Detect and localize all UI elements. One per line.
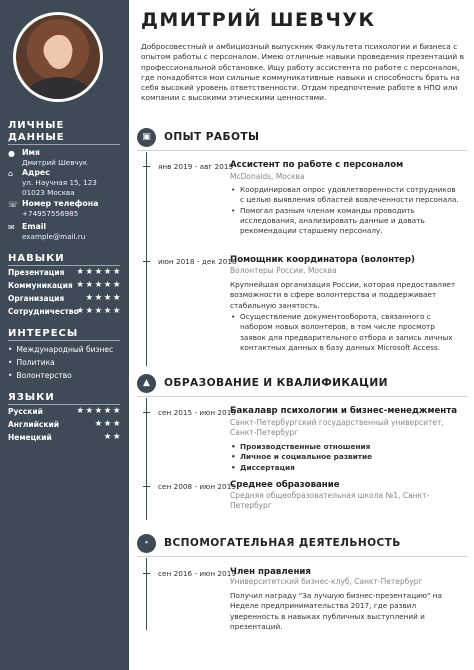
education-title: ОБРАЗОВАНИЕ И КВАЛИФИКАЦИИ bbox=[164, 377, 388, 389]
education-date: сен 2008 - июн 2015 bbox=[158, 482, 236, 491]
interest-item: • Политика bbox=[8, 358, 55, 367]
education-timeline bbox=[146, 398, 147, 520]
education-degree: Бакалавр психологии и бизнес-менеджмента bbox=[230, 406, 458, 416]
photo-shoulders bbox=[26, 77, 92, 102]
education-section-header bbox=[137, 374, 469, 394]
timeline-tick bbox=[143, 573, 150, 574]
bullet-item: • Помогал разным членам команды проводить исследования, анализировать данные и давать рекомендации старшему персоналу. bbox=[230, 206, 462, 237]
skill-name: Коммуникация bbox=[8, 281, 73, 290]
extra-description: Получил награду "За лучшую бизнес-презентацию" на Неделе предпринимательства 2017, где развил уверенность в навыках публичных выступлений и презентаций. bbox=[230, 591, 442, 631]
language-row bbox=[8, 406, 122, 418]
extra-title: ВСПОМОГАТЕЛЬНАЯ ДЕЯТЕЛЬНОСТЬ bbox=[164, 537, 401, 549]
contact-name-label: Имя bbox=[22, 148, 40, 157]
experience-date: июн 2018 - дек 2018 bbox=[158, 257, 237, 266]
star-rating-icon: ★★★ bbox=[94, 419, 122, 429]
bullet-item: • Координировал опрос удовлетворенности сотрудников с целью выявления областей вовлеченности персонала. bbox=[230, 185, 462, 206]
profile-summary: Добросовестный и амбициозный выпускник Факультета психологии и бизнеса с опытом работы с персоналом. Имею отличные навыки проведения презентаций в профессиональной обстановке. Ищу работу ассистента по работе с персоналом, где понадобятся мои сильные коммуникативные навыки и способность брать на себя высокий уровень ответственности. Отдам предпочтение работе в НПО или компании с высокими этическими ценностями. bbox=[141, 42, 464, 103]
education-rule bbox=[137, 396, 467, 397]
language-name: Английский bbox=[8, 420, 59, 429]
star-rating-icon: ★★★★★ bbox=[76, 406, 122, 416]
star-rating-icon: ★★★★ bbox=[85, 293, 122, 303]
skill-row bbox=[8, 293, 122, 305]
bullet-item: • Производственные отношения bbox=[230, 442, 462, 452]
graduation-cap-icon: ▲ bbox=[137, 374, 156, 393]
language-name: Русский bbox=[8, 407, 43, 416]
experience-date: янв 2019 - авг 2019 bbox=[158, 162, 234, 171]
education-degree: Среднее образование bbox=[230, 480, 340, 490]
languages-divider bbox=[8, 404, 120, 405]
languages-title: ЯЗЫКИ bbox=[8, 392, 55, 403]
extra-org: Университетский бизнес-клуб, Санкт-Петербург bbox=[230, 577, 423, 586]
personal-data-title: ЛИЧНЫЕ ДАННЫЕ bbox=[8, 120, 65, 143]
candidate-name: ДМИТРИЙ ШЕВЧУК bbox=[141, 9, 376, 31]
contact-phone-value: +74957556985 bbox=[22, 209, 79, 218]
profile-photo bbox=[13, 12, 103, 102]
extra-rule bbox=[137, 556, 467, 557]
skill-row bbox=[8, 280, 122, 292]
star-rating-icon: ★★★★★ bbox=[76, 267, 122, 277]
contact-name-value: Дмитрий Шевчук bbox=[22, 158, 88, 167]
photo-face bbox=[46, 35, 72, 69]
home-icon: ⌂ bbox=[8, 169, 14, 178]
experience-section-header bbox=[137, 128, 469, 148]
experience-org: McDonalds, Москва bbox=[230, 172, 305, 181]
skill-name: Организация bbox=[8, 294, 65, 303]
bullet-item: • Осуществление документооборота, связанного с набором новых волонтеров, в том числе просмотр заявок для предварительного отбора и запись личных контактных данных в базу данных Microsoft Access. bbox=[230, 312, 462, 353]
experience-title: ОПЫТ РАБОТЫ bbox=[164, 131, 260, 143]
bullet-item: • Личное и социальное развитие bbox=[230, 452, 462, 462]
extra-date: сен 2016 - июн 2019 bbox=[158, 569, 236, 578]
bullet-item: • Диссертация bbox=[230, 463, 462, 473]
interest-item: • Международный бизнес bbox=[8, 345, 113, 354]
education-org: Санкт-Петербургский государственный университет, Санкт-Петербург bbox=[230, 418, 444, 437]
star-rating-icon: ★★ bbox=[103, 432, 122, 442]
phone-icon: ☏ bbox=[8, 200, 19, 209]
interest-item: • Волонтерство bbox=[8, 371, 72, 380]
education-date: сен 2015 - июн 2019 bbox=[158, 408, 236, 417]
experience-org: Волонтеры России, Москва bbox=[230, 266, 337, 275]
contact-address-label: Адрес bbox=[22, 168, 50, 177]
language-row bbox=[8, 419, 122, 431]
skills-divider bbox=[8, 265, 120, 266]
interests-divider bbox=[8, 340, 120, 341]
experience-bullets bbox=[230, 312, 462, 353]
star-rating-icon: ★★★★★ bbox=[76, 280, 122, 290]
education-bullets bbox=[230, 442, 462, 473]
group-icon: ⋆ bbox=[137, 534, 156, 553]
timeline-tick bbox=[143, 166, 150, 167]
skill-name: Сотрудничество bbox=[8, 307, 79, 316]
personal-divider bbox=[8, 144, 120, 145]
extra-timeline bbox=[146, 558, 147, 630]
skill-name: Презентация bbox=[8, 268, 65, 277]
skills-title: НАВЫКИ bbox=[8, 253, 65, 264]
sidebar bbox=[0, 0, 129, 670]
experience-description: Крупнейшая организация России, которая предоставляет возможности в сфере волонтерства и поддерживает стабильную занятость. bbox=[230, 280, 456, 310]
extra-section-header bbox=[137, 534, 469, 554]
skill-row bbox=[8, 306, 122, 318]
skill-row bbox=[8, 267, 122, 279]
contact-email-value[interactable]: example@mail.ru bbox=[22, 232, 86, 241]
contact-address-value: ул. Научная 15, 123 01023 Москва bbox=[22, 178, 97, 197]
timeline-tick bbox=[143, 412, 150, 413]
person-icon: ● bbox=[8, 149, 15, 158]
experience-bullets bbox=[230, 185, 462, 236]
experience-rule bbox=[137, 150, 467, 151]
education-org: Средняя общеобразовательная школа №1, Санкт-Петербург bbox=[230, 491, 430, 510]
timeline-tick bbox=[143, 261, 150, 262]
contact-email-label: Email bbox=[22, 222, 47, 231]
briefcase-icon: ▣ bbox=[137, 128, 156, 147]
experience-position: Ассистент по работе с персоналом bbox=[230, 160, 404, 170]
star-rating-icon: ★★★★★ bbox=[76, 306, 122, 316]
interests-title: ИНТЕРЕСЫ bbox=[8, 328, 79, 339]
email-icon: ✉ bbox=[8, 223, 15, 232]
contact-phone-label: Номер телефона bbox=[22, 199, 99, 208]
language-name: Немецкий bbox=[8, 433, 52, 442]
language-row bbox=[8, 432, 122, 444]
timeline-tick bbox=[143, 486, 150, 487]
extra-role: Член правления bbox=[230, 567, 311, 577]
experience-timeline bbox=[146, 152, 147, 366]
experience-position: Помощник координатора (волонтер) bbox=[230, 255, 415, 265]
